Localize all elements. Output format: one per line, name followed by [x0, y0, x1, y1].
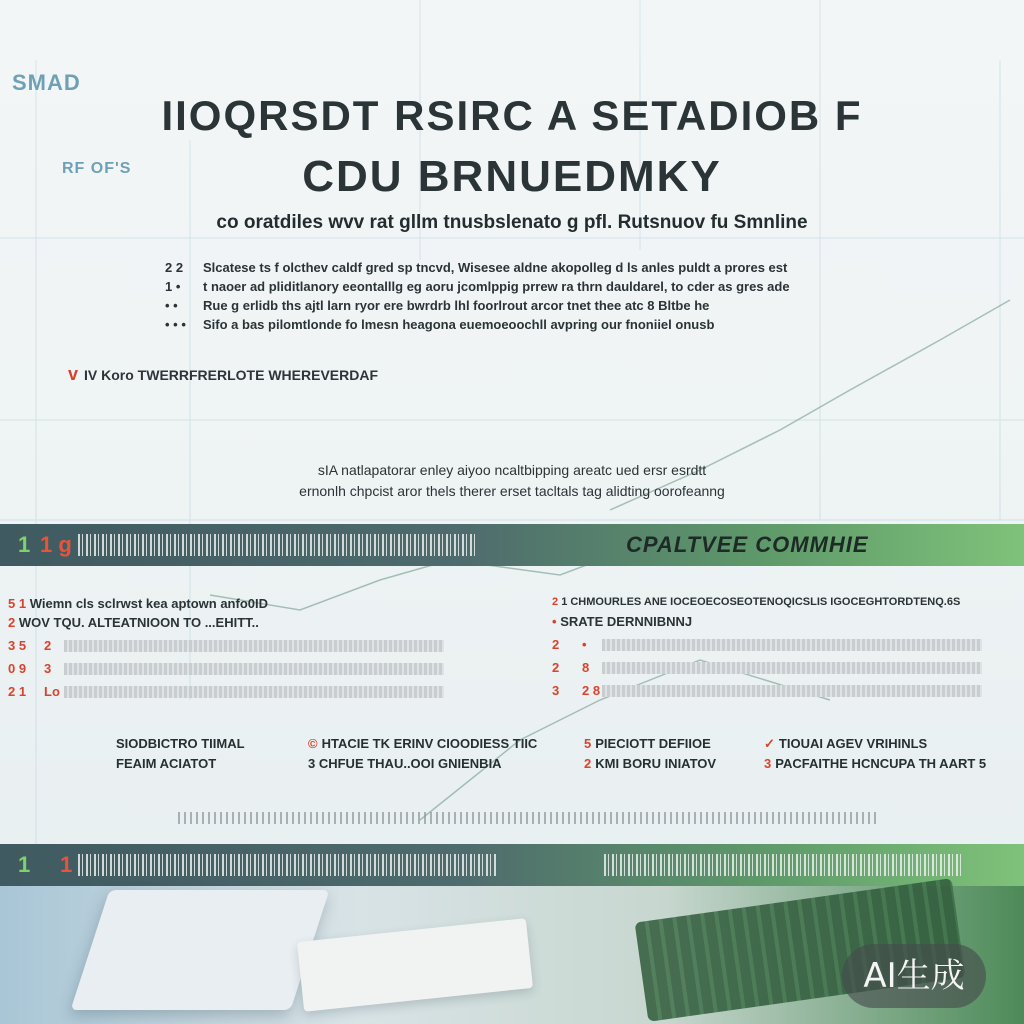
feature-item-1: SIODBICTRO TIIMAL FEAIM ACIATOT: [116, 736, 245, 771]
check-mark-icon: v: [68, 364, 79, 384]
band-number-red: 1 g: [40, 532, 72, 557]
section-heading: v IV Koro TWERRFRERLOTE WHEREVERDAF: [68, 364, 379, 384]
placeholder-bar: [602, 685, 982, 697]
band-label: CPALTVEE COMMHIE: [626, 532, 869, 557]
bullet-item: 2 2 Slcatese ts f olcthev caldf gred sp tncvd, Wisesee aldne akopolleg d ls anles puldt a prores est: [165, 260, 788, 275]
corner-label-mid: RF OF'S: [62, 160, 132, 177]
band-number: 1: [18, 852, 31, 877]
placeholder-bar: [64, 640, 444, 652]
barcode-strip: [78, 854, 498, 876]
barcode-strip: [78, 534, 478, 556]
feature-item-4: ✓ TIOUAI AGEV VRIHINLS 3 PACFAITHE HCNCUPA TH AART 5: [764, 736, 987, 771]
bullet-item: • • • Sifo a bas pilomtlonde fo lmesn heagona euemoeoochll avpring our fnoniiel onusb: [165, 317, 715, 332]
placeholder-bar: [602, 662, 982, 674]
dotted-divider: [178, 812, 878, 824]
bullet-item: 1 • t naoer ad pliditlanory eeontalllg eg aoru jcomlppig prrew ra thrn dauldarel, to cder as gres ade: [165, 279, 790, 294]
corner-label-top: SMAD: [12, 70, 81, 95]
bullet-item: • • Rue g erlidb ths ajtl larn ryor ere bwrdrb lhl foorlrout arcor tnet thee atc 8 Bltbe he: [165, 298, 710, 313]
right-col-header: 1 CHMOURLES ANE IOCEOECOSEOTENOQICSLIS IGOCEGHTORDTENQ.6S: [561, 596, 961, 608]
laptop-image: [71, 890, 330, 1010]
band-number: 1: [18, 532, 31, 557]
page-title: IIOQRSDT RSIRC A SETADIOB F: [161, 92, 863, 139]
right-col-subheader: SRATE DERNNIBNNJ: [560, 614, 693, 629]
left-col-subheader: WOV TQU. ALTEATNIOON TO ...EHITT..: [18, 615, 259, 630]
ai-generated-badge: AI生成: [842, 944, 986, 1008]
bullet-list: [165, 258, 865, 334]
left-column: 5 1 Wiemn cls sclrwst kea aptown anfo0ID 2 WOV TQU. ALTEATNIOON TO ...EHITT.. 3 5 2 0 9 3 2 1 Lo: [8, 596, 448, 699]
banner-top: [0, 524, 1024, 566]
intro-note: sIA natlapatorar enley aiyoo ncaltbipping areatc ued ersr esrdtt ernonlh chpcist aror thels therer erset tacltals tag alidting oorofeanng: [299, 462, 725, 499]
copyright-icon: ©: [308, 736, 318, 751]
feature-number-icon: 5: [584, 736, 592, 751]
feature-item-2: © HTACIE TK ERINV CIOODIESS TIIC 3 CHFUE THAU..OOI GNIENBIA: [308, 736, 538, 771]
page-title-line2: CDU BRNUEDMKY: [302, 152, 722, 201]
left-col-header: Wiemn cls sclrwst kea aptown anfo0ID: [29, 596, 268, 611]
placeholder-bar: [64, 663, 444, 675]
right-column: 2 1 CHMOURLES ANE IOCEOECOSEOTENOQICSLIS IGOCEGHTORDTENQ.6S • SRATE DERNNIBNNJ 2 • 2 8 3 2 8: [552, 596, 1012, 698]
check-icon: ✓: [764, 736, 775, 751]
band-number-red: 1: [60, 852, 73, 877]
barcode-strip: [604, 854, 964, 876]
placeholder-bar: [64, 686, 444, 698]
feature-item-3: 5 PIECIOTT DEFIIOE 2 KMI BORU INIATOV: [584, 736, 717, 771]
page-subtitle: co oratdiles wvv rat gllm tnusbslenato g pfl. Rutsnuov fu Smnline: [216, 212, 808, 233]
placeholder-bar: [602, 639, 982, 651]
banner-bottom: [0, 844, 1024, 886]
